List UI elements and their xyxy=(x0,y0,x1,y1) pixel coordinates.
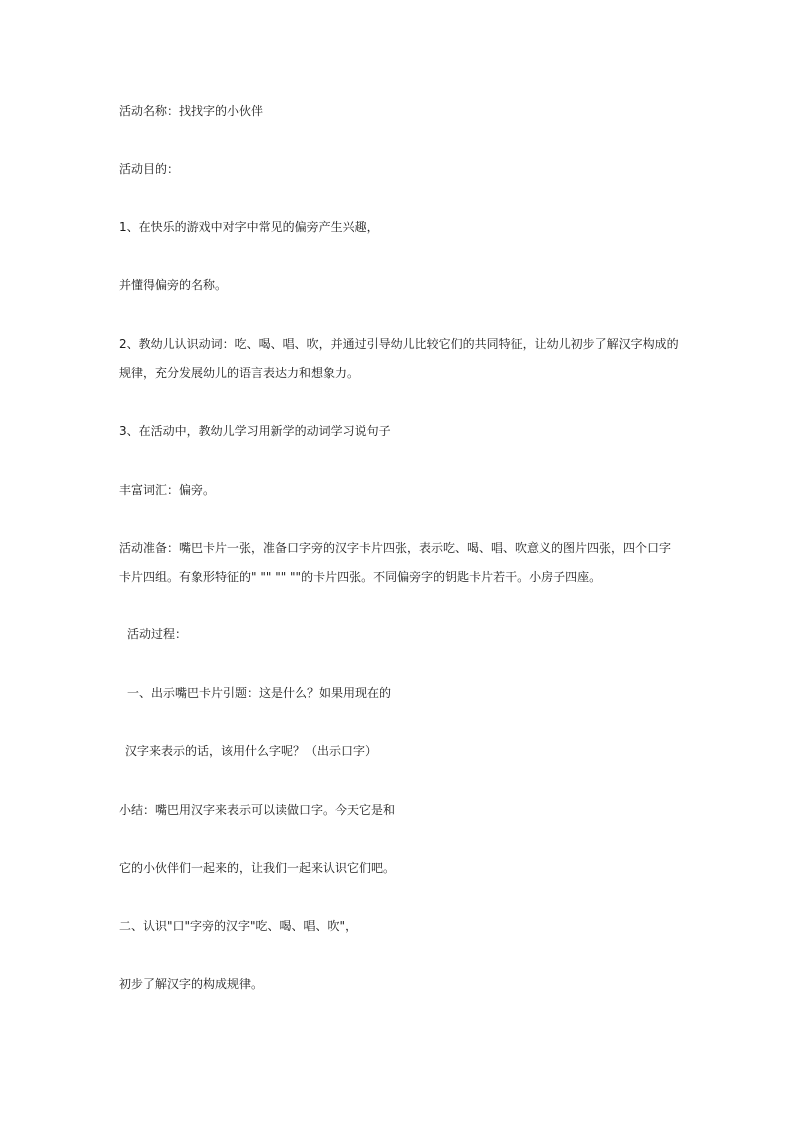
step-2-line-1: 二、认识"口"字旁的汉字"吃、喝、唱、吹"， xyxy=(119,919,358,933)
goal-2-line-1: 2、教幼儿认识动词：吃、喝、唱、吹，并通过引导幼儿比较它们的共同特征，让幼儿初步了解汉字构成的 xyxy=(119,337,679,351)
process-heading: 活动过程： xyxy=(127,627,188,641)
goals-heading: 活动目的： xyxy=(119,162,180,176)
goal-1-line-1: 1、在快乐的游戏中对字中常见的偏旁产生兴趣， xyxy=(119,220,379,234)
summary-line-2: 它的小伙伴们一起来的，让我们一起来认识它们吧。 xyxy=(119,861,396,875)
goal-3: 3、在活动中，教幼儿学习用新学的动词学习说句子 xyxy=(119,424,391,438)
activity-name: 活动名称：找找字的小伙伴 xyxy=(119,104,264,118)
vocabulary: 丰富词汇：偏旁。 xyxy=(119,483,216,497)
preparation-line-1: 活动准备：嘴巴卡片一张，准备口字旁的汉字卡片四张，表示吃、喝、唱、吹意义的图片四张，四个口字 xyxy=(119,541,672,555)
step-2-line-2: 初步了解汉字的构成规律。 xyxy=(119,977,264,991)
step-1-line-2: 汉字来表示的话，该用什么字呢？（出示口字） xyxy=(125,744,378,758)
preparation-line-2: 卡片四组。有象形特征的" "" "" ""的卡片四张。不同偏旁字的钥匙卡片若干。小房子四座。 xyxy=(119,570,602,584)
goal-1-line-2: 并懂得偏旁的名称。 xyxy=(119,278,228,292)
goal-2-line-2: 规律，充分发展幼儿的语言表达力和想象力。 xyxy=(119,366,360,380)
summary-line-1: 小结：嘴巴用汉字来表示可以读做口字。今天它是和 xyxy=(119,803,396,817)
step-1-line-1: 一、出示嘴巴卡片引题：这是什么？如果用现在的 xyxy=(127,686,392,700)
